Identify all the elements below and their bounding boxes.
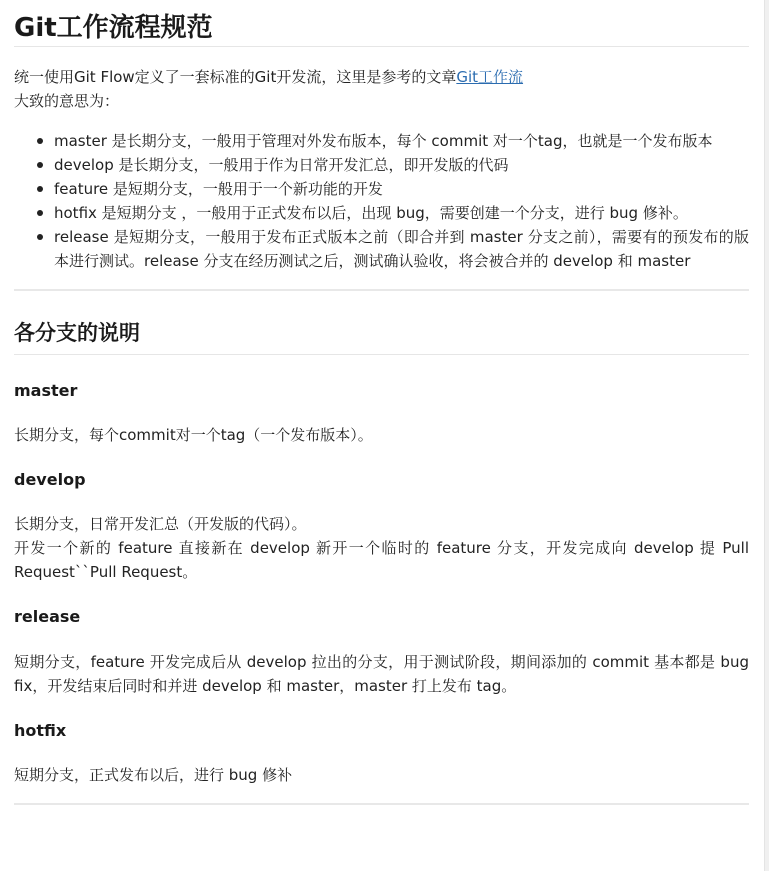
branch-heading-release: release [14, 607, 81, 626]
bullet-icon [37, 186, 43, 192]
bullet-icon [37, 234, 43, 240]
branch-desc-develop: 长期分支，日常开发汇总（开发版的代码）。 [14, 515, 307, 533]
list-item-develop [14, 153, 749, 177]
branch-heading-master: master [14, 381, 78, 400]
list-item-text: develop 是长期分支，一般用于作为日常开发汇总，即开发版的代码 [54, 156, 509, 174]
bottom-divider [14, 803, 749, 805]
section-title: 各分支的说明 [14, 314, 749, 355]
branch-desc-develop-detail: 开发一个新的 feature 直接新在 develop 新开一个临时的 feature 分支，开发完成向 develop 提 Pull Request``Pull Request。 [14, 539, 749, 581]
bullet-icon [37, 210, 43, 216]
list-item-feature [14, 177, 749, 201]
list-item-master [14, 129, 749, 153]
list-item-text: release 是短期分支，一般用于发布正式版本之前（即合并到 master 分支之前），需要有的预发布的版本进行测试。release 分支在经历测试之后，测试确认验收，将会被合并的 develop 和 master [54, 228, 749, 270]
list-item-release [14, 225, 749, 273]
page-title: Git工作流程规范 [14, 0, 749, 47]
intro-text: 统一使用Git Flow定义了一套标准的Git开发流，这里是参考的文章 [14, 68, 457, 86]
branch-desc-hotfix: 短期分支，正式发布以后，进行 bug 修补 [14, 766, 293, 784]
list-item-text: hotfix 是短期分支 ，一般用于正式发布以后，出现 bug，需要创建一个分支，进行 bug 修补。 [54, 204, 688, 222]
list-item-text: feature 是短期分支，一般用于一个新功能的开发 [54, 180, 383, 198]
list-item-hotfix [14, 201, 749, 225]
branch-overview-list [14, 129, 749, 273]
bullet-icon [37, 138, 43, 144]
reference-article-link[interactable]: Git工作流 [456, 68, 524, 86]
scrollbar-track[interactable] [764, 0, 769, 871]
intro-summary: 大致的意思为： [14, 92, 120, 110]
document [14, 0, 749, 805]
branch-heading-hotfix: hotfix [14, 721, 67, 740]
list-item-text: master 是长期分支，一般用于管理对外发布版本，每个 commit 对一个tag，也就是一个发布版本 [54, 132, 713, 150]
branch-desc-release: 短期分支，feature 开发完成后从 develop 拉出的分支，用于测试阶段，期间添加的 commit 基本都是 bug fix，开发结束后同时和并进 develop 和 master，master 打上发布 tag。 [14, 653, 749, 695]
intro-line [14, 65, 749, 89]
branch-desc-master: 长期分支，每个commit对一个tag（一个发布版本）。 [14, 426, 373, 444]
branch-heading-develop: develop [14, 470, 86, 489]
bullet-icon [37, 162, 43, 168]
